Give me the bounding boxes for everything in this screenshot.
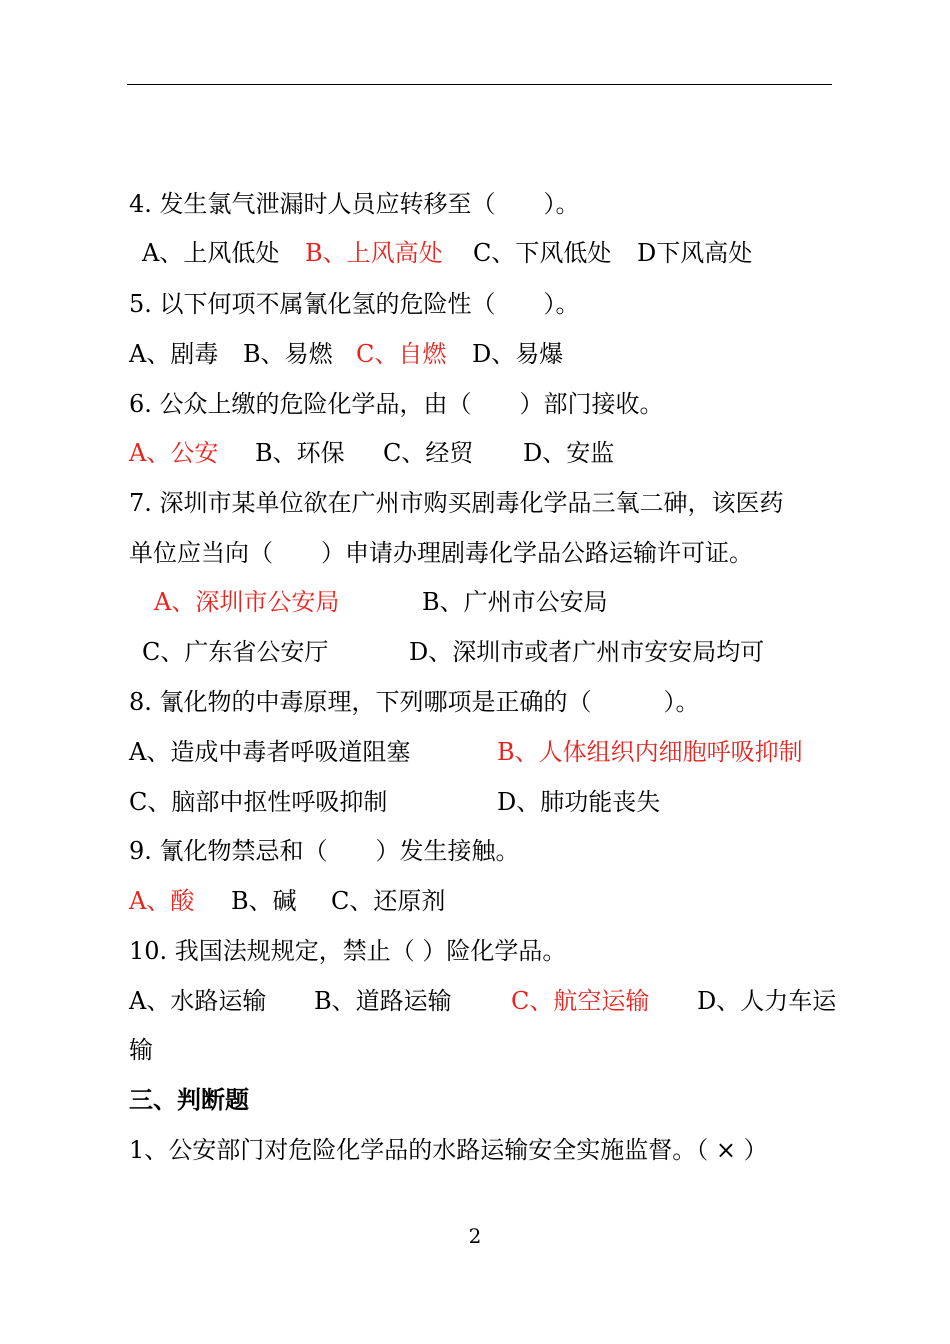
option-b-answer: B、上风高处: [305, 239, 443, 267]
option-a-answer: A、公安: [129, 439, 219, 467]
option-c-answer: C、自燃: [356, 340, 447, 368]
option-b: B、碱: [231, 887, 297, 915]
option-d-continuation: 输: [129, 1036, 153, 1064]
page-number: 2: [468, 1224, 482, 1248]
question-text: 7. 深圳市某单位欲在广州市购买剧毒化学品三氧二砷，该医药: [129, 489, 784, 517]
option-c-answer: C、航空运输: [511, 987, 650, 1015]
section-heading: 三、判断题: [129, 1086, 249, 1114]
option-b: B、易燃: [243, 340, 333, 368]
option-b: B、广州市公安局: [422, 588, 608, 616]
option-a-answer: A、深圳市公安局: [154, 588, 340, 616]
question-text: 单位应当向（ ）申请办理剧毒化学品公路运输许可证。: [129, 539, 753, 567]
option-a: A、剧毒: [129, 340, 219, 368]
option-d: D、易爆: [472, 340, 564, 368]
option-c: C、经贸: [383, 439, 474, 467]
option-a: A、造成中毒者呼吸道阻塞: [129, 738, 411, 766]
option-d: D、深圳市或者广州市安安局均可: [409, 638, 765, 666]
header-rule: [127, 84, 832, 85]
question-text: 6. 公众上缴的危险化学品，由（ ）部门接收。: [129, 390, 664, 418]
question-text: 5. 以下何项不属氰化氢的危险性（ ）。: [129, 290, 580, 318]
option-b: B、道路运输: [314, 987, 452, 1015]
option-c: C、下风低处: [473, 239, 612, 267]
option-c: C、还原剂: [331, 887, 446, 915]
option-a: A、上风低处: [142, 239, 280, 267]
question-text: 9. 氰化物禁忌和（ ）发生接触。: [129, 837, 520, 865]
option-d: D、人力车运: [697, 987, 837, 1015]
option-d: D、肺功能丧失: [497, 788, 661, 816]
question-text: 8. 氰化物的中毒原理，下列哪项是正确的（ ）。: [129, 688, 700, 716]
option-c: C、广东省公安厅: [142, 638, 329, 666]
judgment-text: 1、公安部门对危险化学品的水路运输安全实施监督。（ × ）: [129, 1136, 768, 1164]
option-a-answer: A、酸: [129, 887, 195, 915]
option-c: C、脑部中抠性呼吸抑制: [129, 788, 388, 816]
option-d: D下风高处: [637, 239, 753, 267]
question-text: 4. 发生氯气泄漏时人员应转移至（ ）。: [129, 190, 580, 218]
question-text: 10. 我国法规规定，禁止（ ）险化学品。: [129, 937, 567, 965]
option-d: D、安监: [523, 439, 615, 467]
option-b-answer: B、人体组织内细胞呼吸抑制: [497, 738, 803, 766]
option-a: A、水路运输: [129, 987, 267, 1015]
option-b: B、环保: [255, 439, 345, 467]
